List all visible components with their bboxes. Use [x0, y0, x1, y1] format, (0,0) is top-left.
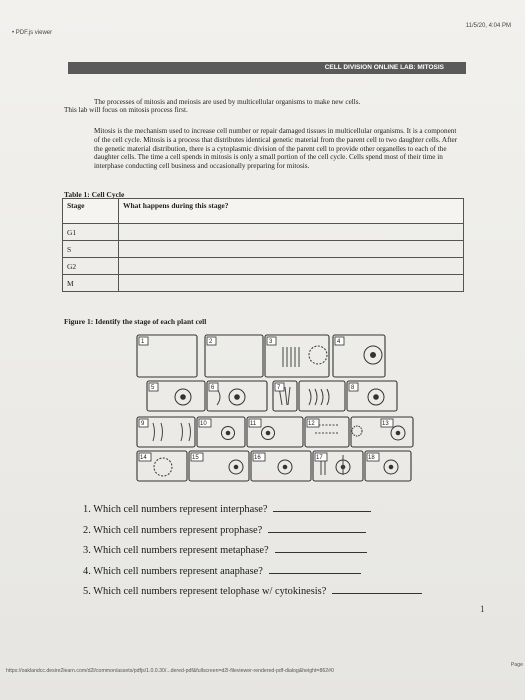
- answer-blank[interactable]: [275, 543, 367, 553]
- cell-label-11: 11: [250, 421, 257, 427]
- header-description: What happens during this stage?: [119, 199, 464, 224]
- table-header-row: [63, 199, 464, 224]
- table-row: [63, 258, 464, 275]
- table-row: [63, 224, 464, 241]
- header-stage: Stage: [63, 199, 119, 224]
- question-text: 4. Which cell numbers represent anaphase?: [83, 565, 263, 577]
- plant-cells-figure: [133, 333, 418, 483]
- cell-label-15: 15: [192, 455, 199, 461]
- cell-label-12: 12: [308, 421, 315, 427]
- question-item: [83, 564, 493, 585]
- figure-title: Figure 1: Identify the stage of each plant cell: [64, 317, 207, 326]
- intro-line-2: This lab will focus on mitosis process first.: [64, 106, 188, 115]
- intro-line-1: The processes of mitosis and meiosis are used by multicellular organisms to make new cells.: [94, 98, 361, 106]
- table-row: [63, 275, 464, 292]
- stage-cell: S: [63, 241, 119, 258]
- cell-label-8: 8: [351, 385, 355, 391]
- answer-blank[interactable]: [268, 523, 366, 533]
- answer-cell: [119, 224, 464, 241]
- mitosis-paragraph-text: Mitosis is the mechanism used to increase cell number or repair damaged tissues in multicellular organisms. It is a component of the cell cycle. Mitosis is a process that distributes identical genetic material from the parent cell to two daughter cells. After the genetic material distribution, there is a cytoplasmic division of the parent cell to provide other organelles to each of the daughter cells. The time a cell spends in mitosis is only a small portion of the cell cycle. Cells spend most of their time in interphase conducting cell business and occasionally preparing for mitosis.: [94, 127, 458, 171]
- mitosis-paragraph: [64, 127, 464, 171]
- cell-label-9: 9: [141, 421, 145, 427]
- stage-cell: G2: [63, 258, 119, 275]
- cell-label-10: 10: [200, 421, 207, 427]
- stage-cell: M: [63, 275, 119, 292]
- cell-label-7: 7: [277, 385, 281, 391]
- question-list: [83, 502, 493, 605]
- page-indicator: Page: [510, 662, 523, 668]
- cell-label-3: 3: [269, 339, 273, 345]
- page-number: 1: [480, 604, 485, 614]
- question-text: 2. Which cell numbers represent prophase?: [83, 524, 263, 536]
- print-timestamp: 11/5/20, 4:04 PM: [465, 23, 511, 29]
- intro-text: [64, 98, 464, 115]
- viewer-title: • PDF.js viewer: [12, 30, 53, 36]
- answer-blank[interactable]: [269, 564, 361, 574]
- cell-label-5: 5: [151, 385, 155, 391]
- cell-label-2: 2: [209, 339, 213, 345]
- answer-cell: [119, 275, 464, 292]
- answer-cell: [119, 241, 464, 258]
- page-url: https://oaklandcc.desire2learn.com/d2l/common/assets/pdfjs/1.0.0.30/...dered-pdf&fullscreen=d2l-fileviewer-rendered-pdf-dialog&height=862#0: [6, 668, 334, 674]
- cell-cycle-table: [62, 198, 464, 292]
- stage-cell: G1: [63, 224, 119, 241]
- lab-banner: CELL DIVISION ONLINE LAB: MITOSIS: [68, 62, 466, 74]
- cell-label-16: 16: [254, 455, 261, 461]
- table-title: Table 1: Cell Cycle: [64, 190, 125, 199]
- cell-label-14: 14: [140, 455, 147, 461]
- answer-blank[interactable]: [273, 502, 371, 512]
- cell-label-13: 13: [382, 421, 389, 427]
- cell-label-6: 6: [211, 385, 215, 391]
- cell-label-18: 18: [368, 455, 375, 461]
- table-row: [63, 241, 464, 258]
- question-text: 1. Which cell numbers represent interphase?: [83, 504, 268, 515]
- question-item: [83, 523, 493, 544]
- question-item: [83, 543, 493, 564]
- question-item: [83, 502, 493, 523]
- cell-label-17: 17: [316, 455, 323, 461]
- question-item: [83, 584, 493, 605]
- cell-label-1: 1: [141, 339, 145, 345]
- answer-blank[interactable]: [332, 584, 422, 594]
- answer-cell: [119, 258, 464, 275]
- question-text: 5. Which cell numbers represent telophase w/ cytokinesis?: [83, 586, 327, 597]
- cell-label-4: 4: [337, 339, 341, 345]
- question-text: 3. Which cell numbers represent metaphase?: [83, 545, 269, 556]
